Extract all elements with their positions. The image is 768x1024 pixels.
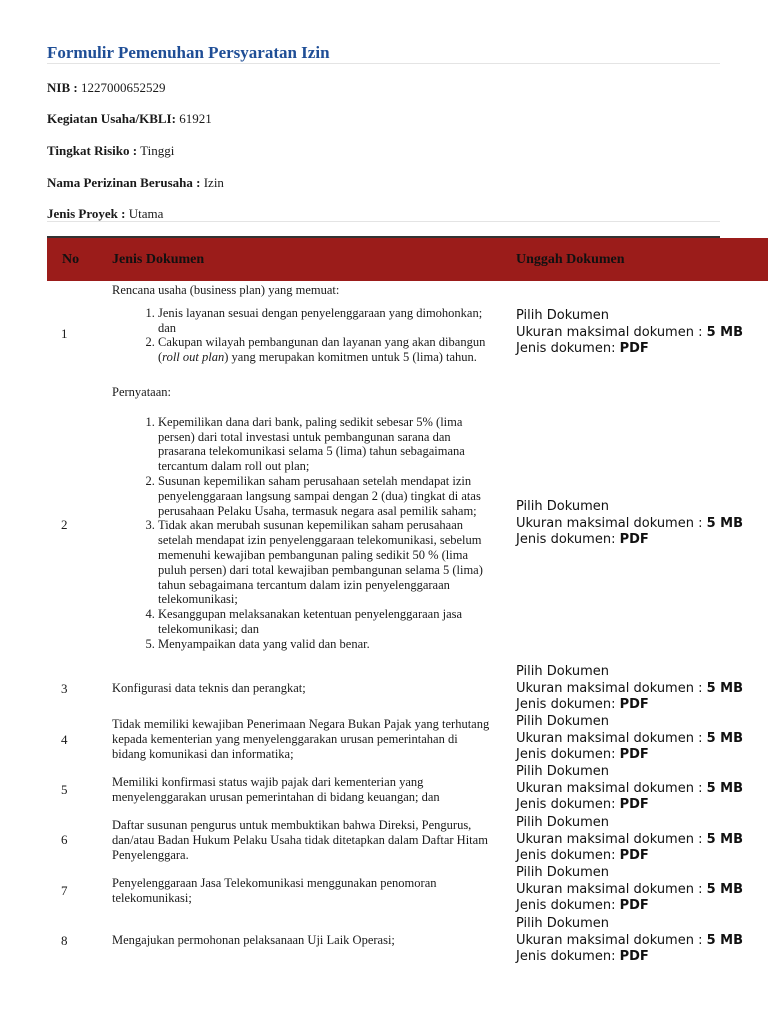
list-item: 3. Tidak akan merubah susunan kepemilikan saham perusahaan setelah mendapat izin penyelenggaraan telekomunikasi, sebelum memenuhi kewajiban pembangunan paling sedikit 50 % (lima puluh persen) dari total kewajiban pembangunan selama 5 (lima) tahun sebagaimana tercantum dalam izin penyelenggaraan telekomunikasi; [158,518,492,607]
list-item: 1. Jenis layanan sesuai dengan penyelenggaraan yang dimohonkan; dan [158,306,492,336]
row-number: 8 [61,933,68,948]
header-no: No [62,252,80,267]
page-title: Formulir Pemenuhan Persyaratan Izin [47,43,330,62]
upload-cell: Pilih Dokumen Ukuran maksimal dokumen : 5 MB Jenis dokumen: PDF [516,815,744,864]
document-description: Daftar susunan pengurus untuk membuktikan bahwa Direksi, Pengurus, dan/atau Badan Hukum Pelaku Usaha tidak ditetapkan dalam Daftar Hitam Penyelenggara. [112,818,488,862]
upload-cell: Pilih Dokumen Ukuran maksimal dokumen : 5 MB Jenis dokumen: PDF [516,714,744,763]
upload-cell: Pilih Dokumen Ukuran maksimal dokumen : 5 MB Jenis dokumen: PDF [516,865,744,914]
field-kegiatan-usaha: Kegiatan Usaha/KBLI: 61921 [47,111,212,126]
upload-cell: Pilih Dokumen Ukuran maksimal dokumen : 5 MB Jenis dokumen: PDF [516,308,744,357]
upload-cell: Pilih Dokumen Ukuran maksimal dokumen : 5 MB Jenis dokumen: PDF [516,916,744,965]
pilih-dokumen-button[interactable]: Pilih Dokumen [516,865,609,880]
row-number: 4 [61,732,68,747]
row-number: 3 [61,681,68,696]
row-number: 2 [61,517,68,532]
pilih-dokumen-button[interactable]: Pilih Dokumen [516,499,609,514]
row-number: 6 [61,832,68,847]
document-description: Pernyataan: 1. Kepemilikan dana dari bank, paling sedikit sebesar 5% (lima persen) dari total investasi untuk pembangunan sarana dan prasarana telekomunikasi selama 5 (lima) tahun sebagaimana tercantum dalam roll out plan; 2. Susunan kepemilikan saham perusahaan setelah mendapat izin penyelenggaraan langsung sampai dengan 2 (dua) tingkat di atas perusahaan Pelaku Usaha, termasuk negara asal pemilik saham; 3. Tidak akan merubah susunan kepemilikan saham perusahaan setelah mendapat izin penyelenggaraan telekomunikasi, sebelum memenuhi kewajiban pembangunan paling sedikit 50 % (lima puluh persen) dari total kewajiban pembangunan selama 5 (lima) tahun sebagaimana tercantum dalam izin penyelenggaraan telekomunikasi; 4. Kesanggupan melaksanakan ketentuan penyelenggaraan jasa telekomunikasi; dan 5. Menyampaikan data yang valid dan benar. [112,385,492,652]
pilih-dokumen-button[interactable]: Pilih Dokumen [516,916,609,931]
pilih-dokumen-button[interactable]: Pilih Dokumen [516,815,609,830]
upload-cell: Pilih Dokumen Ukuran maksimal dokumen : 5 MB Jenis dokumen: PDF [516,664,744,713]
upload-cell: Pilih Dokumen Ukuran maksimal dokumen : 5 MB Jenis dokumen: PDF [516,499,744,548]
list-item: 2. Cakupan wilayah pembangunan dan layanan yang akan dibangun (roll out plan) yang merupakan komitmen untuk 5 (lima) tahun. [158,335,492,365]
document-description: Rencana usaha (business plan) yang memuat: 1. Jenis layanan sesuai dengan penyelenggaraan yang dimohonkan; dan 2. Cakupan wilayah pembangunan dan layanan yang akan dibangun (roll out plan) yang merupakan komitmen untuk 5 (lima) tahun. [112,283,492,365]
document-description: Memiliki konfirmasi status wajib pajak dari kementerian yang menyelenggarakan urusan pemerintahan di bidang keuangan; dan [112,775,440,804]
header-jenis-dokumen: Jenis Dokumen [112,252,205,267]
row-number: 1 [61,326,68,341]
list-item: 4. Kesanggupan melaksanakan ketentuan penyelenggaraan jasa telekomunikasi; dan [158,607,492,637]
document-description: Mengajukan permohonan pelaksanaan Uji Laik Operasi; [112,933,395,947]
field-nib: NIB : 1227000652529 [47,80,166,95]
upload-cell: Pilih Dokumen Ukuran maksimal dokumen : 5 MB Jenis dokumen: PDF [516,764,744,813]
field-nama-perizinan: Nama Perizinan Berusaha : Izin [47,175,224,190]
list-item: 5. Menyampaikan data yang valid dan benar. [158,637,492,652]
pilih-dokumen-button[interactable]: Pilih Dokumen [516,664,609,679]
fields-divider [47,221,720,222]
document-description: Penyelenggaraan Jasa Telekomunikasi menggunakan penomoran telekomunikasi; [112,876,437,905]
document-description: Tidak memiliki kewajiban Penerimaan Negara Bukan Pajak yang terhutang kepada kementerian yang menyelenggarakan urusan pemerintahan di bidang komunikasi dan informatika; [112,717,490,761]
table-header [47,238,768,281]
header-unggah-dokumen: Unggah Dokumen [516,252,625,267]
field-jenis-proyek: Jenis Proyek : Utama [47,206,164,221]
row-number: 5 [61,782,68,797]
pilih-dokumen-button[interactable]: Pilih Dokumen [516,308,609,323]
pilih-dokumen-button[interactable]: Pilih Dokumen [516,764,609,779]
field-tingkat-risiko: Tingkat Risiko : Tinggi [47,143,175,158]
list-item: 2. Susunan kepemilikan saham perusahaan setelah mendapat izin penyelenggaraan langsung sampai dengan 2 (dua) tingkat di atas perusahaan Pelaku Usaha, termasuk negara asal pemilik saham; [158,474,492,518]
pilih-dokumen-button[interactable]: Pilih Dokumen [516,714,609,729]
list-item: 1. Kepemilikan dana dari bank, paling sedikit sebesar 5% (lima persen) dari total investasi untuk pembangunan sarana dan prasarana telekomunikasi selama 5 (lima) tahun sebagaimana tercantum dalam roll out plan; [158,415,492,474]
row-number: 7 [61,883,68,898]
title-divider [47,63,720,64]
document-description: Konfigurasi data teknis dan perangkat; [112,681,306,695]
